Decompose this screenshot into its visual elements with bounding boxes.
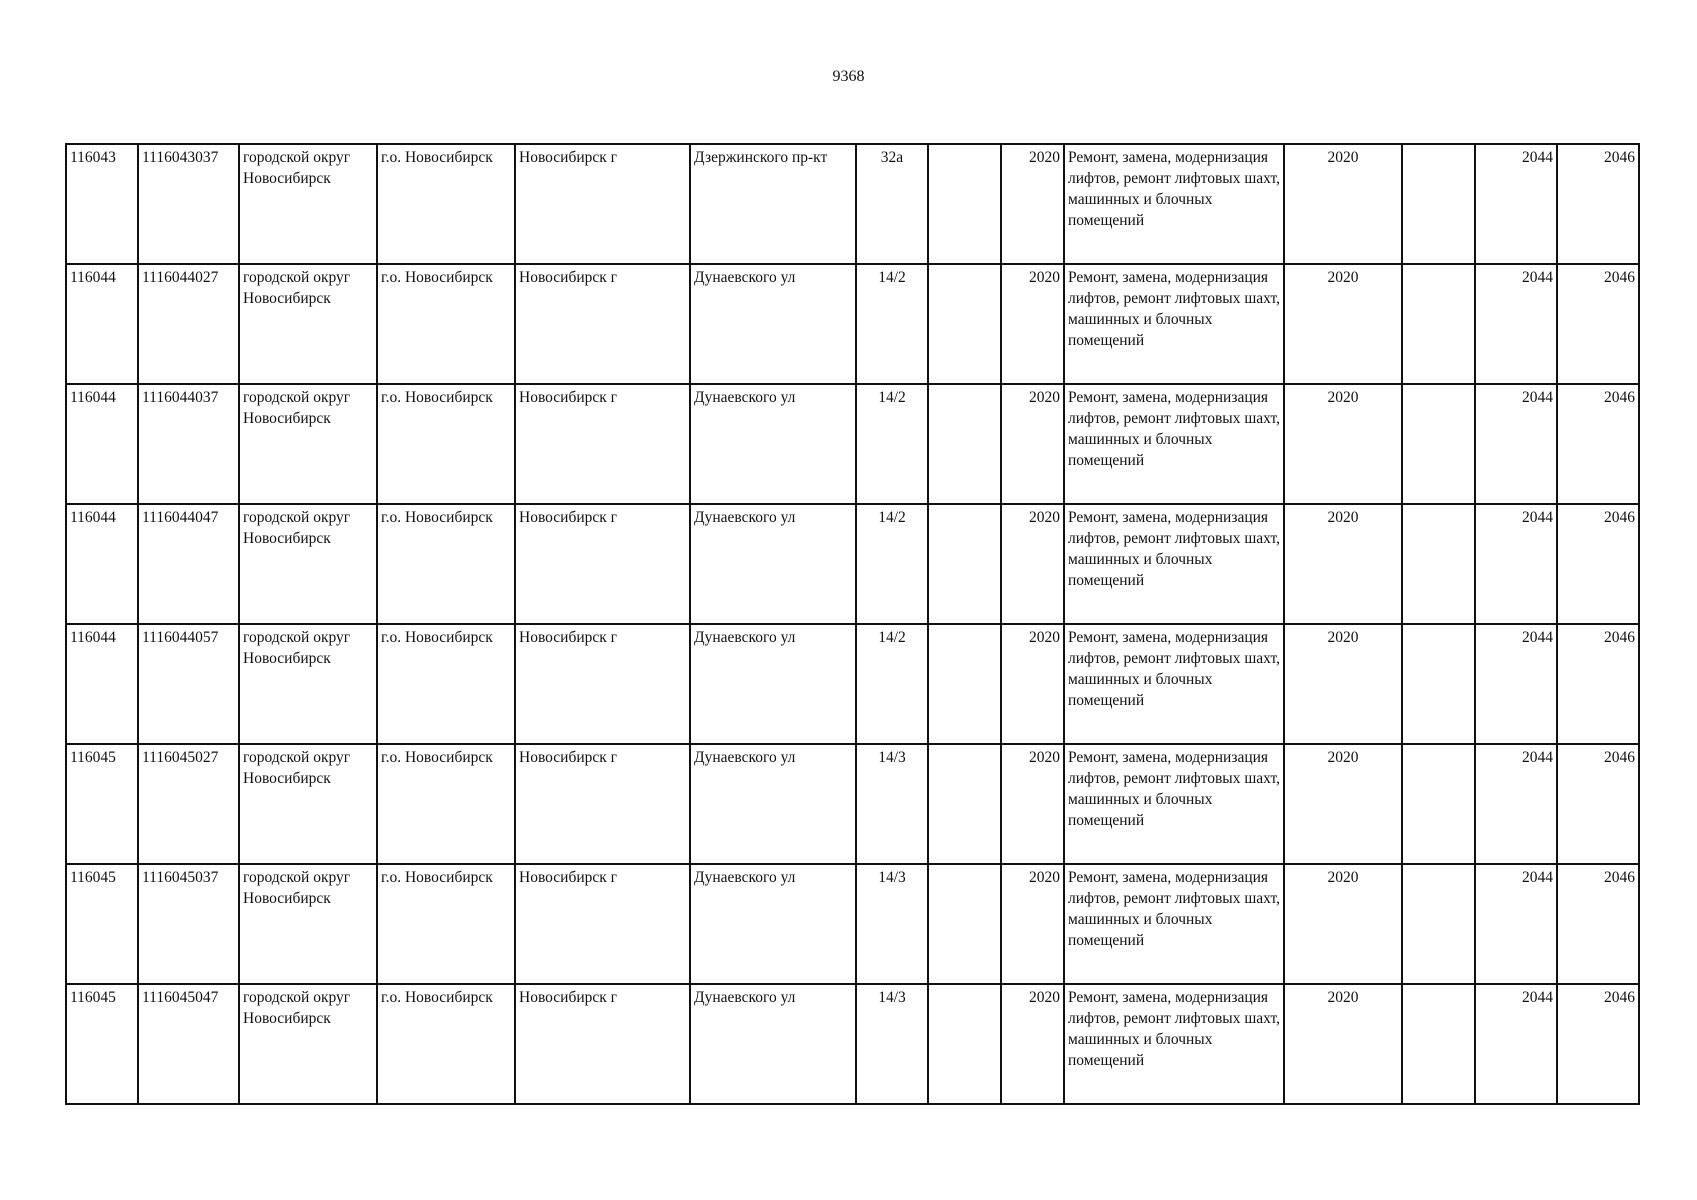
municipality-cell: г.о. Новосибирск bbox=[377, 744, 515, 864]
empty-cell bbox=[1402, 504, 1475, 624]
year-from-cell: 2044 bbox=[1475, 144, 1557, 264]
table-row bbox=[66, 504, 1639, 624]
city-cell: Новосибирск г bbox=[515, 984, 690, 1104]
year-cell: 2020 bbox=[1001, 384, 1064, 504]
street-cell: Дунаевского ул bbox=[690, 744, 856, 864]
year-from-cell: 2044 bbox=[1475, 744, 1557, 864]
empty-cell bbox=[1402, 744, 1475, 864]
year-to-cell: 2046 bbox=[1557, 984, 1639, 1104]
municipality-cell: г.о. Новосибирск bbox=[377, 384, 515, 504]
page-number: 9368 bbox=[832, 68, 865, 85]
object-id-cell: 116045 bbox=[66, 984, 138, 1104]
object-id-cell: 116044 bbox=[66, 504, 138, 624]
street-cell: Дзержинского пр-кт bbox=[690, 144, 856, 264]
year-to-cell: 2046 bbox=[1557, 384, 1639, 504]
municipality-cell: г.о. Новосибирск bbox=[377, 984, 515, 1104]
city-cell: Новосибирск г bbox=[515, 264, 690, 384]
street-cell: Дунаевского ул bbox=[690, 384, 856, 504]
table-row bbox=[66, 624, 1639, 744]
municipality-cell: г.о. Новосибирск bbox=[377, 264, 515, 384]
empty-cell bbox=[928, 624, 1001, 744]
district-cell: городской округ Новосибирск bbox=[239, 624, 377, 744]
empty-cell bbox=[1402, 264, 1475, 384]
work-type-cell: Ремонт, замена, модернизация лифтов, ремонт лифтовых шахт, машинных и блочных помещений bbox=[1064, 744, 1284, 864]
house-number-cell: 14/2 bbox=[856, 624, 928, 744]
municipality-cell: г.о. Новосибирск bbox=[377, 864, 515, 984]
district-cell: городской округ Новосибирск bbox=[239, 144, 377, 264]
year-to-cell: 2046 bbox=[1557, 504, 1639, 624]
record-code-cell: 1116044037 bbox=[138, 384, 239, 504]
plan-year-cell: 2020 bbox=[1284, 504, 1402, 624]
empty-cell bbox=[928, 384, 1001, 504]
house-number-cell: 14/3 bbox=[856, 864, 928, 984]
empty-cell bbox=[928, 864, 1001, 984]
object-id-cell: 116043 bbox=[66, 144, 138, 264]
object-id-cell: 116045 bbox=[66, 744, 138, 864]
table-row bbox=[66, 264, 1639, 384]
city-cell: Новосибирск г bbox=[515, 864, 690, 984]
house-number-cell: 14/2 bbox=[856, 384, 928, 504]
object-id-cell: 116044 bbox=[66, 624, 138, 744]
house-number-cell: 14/2 bbox=[856, 264, 928, 384]
year-from-cell: 2044 bbox=[1475, 504, 1557, 624]
record-code-cell: 1116045037 bbox=[138, 864, 239, 984]
record-code-cell: 1116044057 bbox=[138, 624, 239, 744]
district-cell: городской округ Новосибирск bbox=[239, 264, 377, 384]
street-cell: Дунаевского ул bbox=[690, 264, 856, 384]
empty-cell bbox=[928, 984, 1001, 1104]
record-code-cell: 1116044027 bbox=[138, 264, 239, 384]
work-type-cell: Ремонт, замена, модернизация лифтов, ремонт лифтовых шахт, машинных и блочных помещений bbox=[1064, 144, 1284, 264]
empty-cell bbox=[928, 504, 1001, 624]
object-id-cell: 116045 bbox=[66, 864, 138, 984]
empty-cell bbox=[928, 744, 1001, 864]
work-type-cell: Ремонт, замена, модернизация лифтов, ремонт лифтовых шахт, машинных и блочных помещений bbox=[1064, 864, 1284, 984]
empty-cell bbox=[1402, 984, 1475, 1104]
district-cell: городской округ Новосибирск bbox=[239, 384, 377, 504]
table-row bbox=[66, 984, 1639, 1104]
city-cell: Новосибирск г bbox=[515, 504, 690, 624]
city-cell: Новосибирск г bbox=[515, 744, 690, 864]
plan-year-cell: 2020 bbox=[1284, 864, 1402, 984]
district-cell: городской округ Новосибирск bbox=[239, 984, 377, 1104]
object-id-cell: 116044 bbox=[66, 384, 138, 504]
year-cell: 2020 bbox=[1001, 984, 1064, 1104]
street-cell: Дунаевского ул bbox=[690, 624, 856, 744]
empty-cell bbox=[1402, 144, 1475, 264]
street-cell: Дунаевского ул bbox=[690, 504, 856, 624]
house-number-cell: 32а bbox=[856, 144, 928, 264]
record-code-cell: 1116045027 bbox=[138, 744, 239, 864]
district-cell: городской округ Новосибирск bbox=[239, 864, 377, 984]
district-cell: городской округ Новосибирск bbox=[239, 504, 377, 624]
object-id-cell: 116044 bbox=[66, 264, 138, 384]
year-cell: 2020 bbox=[1001, 864, 1064, 984]
house-number-cell: 14/3 bbox=[856, 984, 928, 1104]
year-to-cell: 2046 bbox=[1557, 144, 1639, 264]
table-row bbox=[66, 384, 1639, 504]
empty-cell bbox=[1402, 864, 1475, 984]
empty-cell bbox=[1402, 384, 1475, 504]
plan-year-cell: 2020 bbox=[1284, 984, 1402, 1104]
record-code-cell: 1116045047 bbox=[138, 984, 239, 1104]
house-number-cell: 14/3 bbox=[856, 744, 928, 864]
work-type-cell: Ремонт, замена, модернизация лифтов, ремонт лифтовых шахт, машинных и блочных помещений bbox=[1064, 504, 1284, 624]
year-to-cell: 2046 bbox=[1557, 744, 1639, 864]
year-from-cell: 2044 bbox=[1475, 384, 1557, 504]
street-cell: Дунаевского ул bbox=[690, 864, 856, 984]
city-cell: Новосибирск г bbox=[515, 624, 690, 744]
plan-year-cell: 2020 bbox=[1284, 144, 1402, 264]
plan-year-cell: 2020 bbox=[1284, 264, 1402, 384]
city-cell: Новосибирск г bbox=[515, 384, 690, 504]
table-body bbox=[66, 144, 1639, 1104]
table-row bbox=[66, 144, 1639, 264]
plan-year-cell: 2020 bbox=[1284, 384, 1402, 504]
district-cell: городской округ Новосибирск bbox=[239, 744, 377, 864]
year-from-cell: 2044 bbox=[1475, 264, 1557, 384]
year-to-cell: 2046 bbox=[1557, 264, 1639, 384]
year-from-cell: 2044 bbox=[1475, 624, 1557, 744]
street-cell: Дунаевского ул bbox=[690, 984, 856, 1104]
year-cell: 2020 bbox=[1001, 264, 1064, 384]
year-from-cell: 2044 bbox=[1475, 984, 1557, 1104]
plan-year-cell: 2020 bbox=[1284, 744, 1402, 864]
table-row bbox=[66, 744, 1639, 864]
record-code-cell: 1116044047 bbox=[138, 504, 239, 624]
municipality-cell: г.о. Новосибирск bbox=[377, 624, 515, 744]
year-from-cell: 2044 bbox=[1475, 864, 1557, 984]
municipality-cell: г.о. Новосибирск bbox=[377, 504, 515, 624]
city-cell: Новосибирск г bbox=[515, 144, 690, 264]
empty-cell bbox=[928, 264, 1001, 384]
year-to-cell: 2046 bbox=[1557, 864, 1639, 984]
empty-cell bbox=[928, 144, 1001, 264]
empty-cell bbox=[1402, 624, 1475, 744]
year-cell: 2020 bbox=[1001, 144, 1064, 264]
year-cell: 2020 bbox=[1001, 504, 1064, 624]
plan-year-cell: 2020 bbox=[1284, 624, 1402, 744]
municipality-cell: г.о. Новосибирск bbox=[377, 144, 515, 264]
year-cell: 2020 bbox=[1001, 744, 1064, 864]
year-to-cell: 2046 bbox=[1557, 624, 1639, 744]
table-row bbox=[66, 864, 1639, 984]
house-number-cell: 14/2 bbox=[856, 504, 928, 624]
work-type-cell: Ремонт, замена, модернизация лифтов, ремонт лифтовых шахт, машинных и блочных помещений bbox=[1064, 984, 1284, 1104]
record-code-cell: 1116043037 bbox=[138, 144, 239, 264]
work-type-cell: Ремонт, замена, модернизация лифтов, ремонт лифтовых шахт, машинных и блочных помещений bbox=[1064, 384, 1284, 504]
registry-table bbox=[65, 143, 1640, 1105]
year-cell: 2020 bbox=[1001, 624, 1064, 744]
work-type-cell: Ремонт, замена, модернизация лифтов, ремонт лифтовых шахт, машинных и блочных помещений bbox=[1064, 624, 1284, 744]
work-type-cell: Ремонт, замена, модернизация лифтов, ремонт лифтовых шахт, машинных и блочных помещений bbox=[1064, 264, 1284, 384]
